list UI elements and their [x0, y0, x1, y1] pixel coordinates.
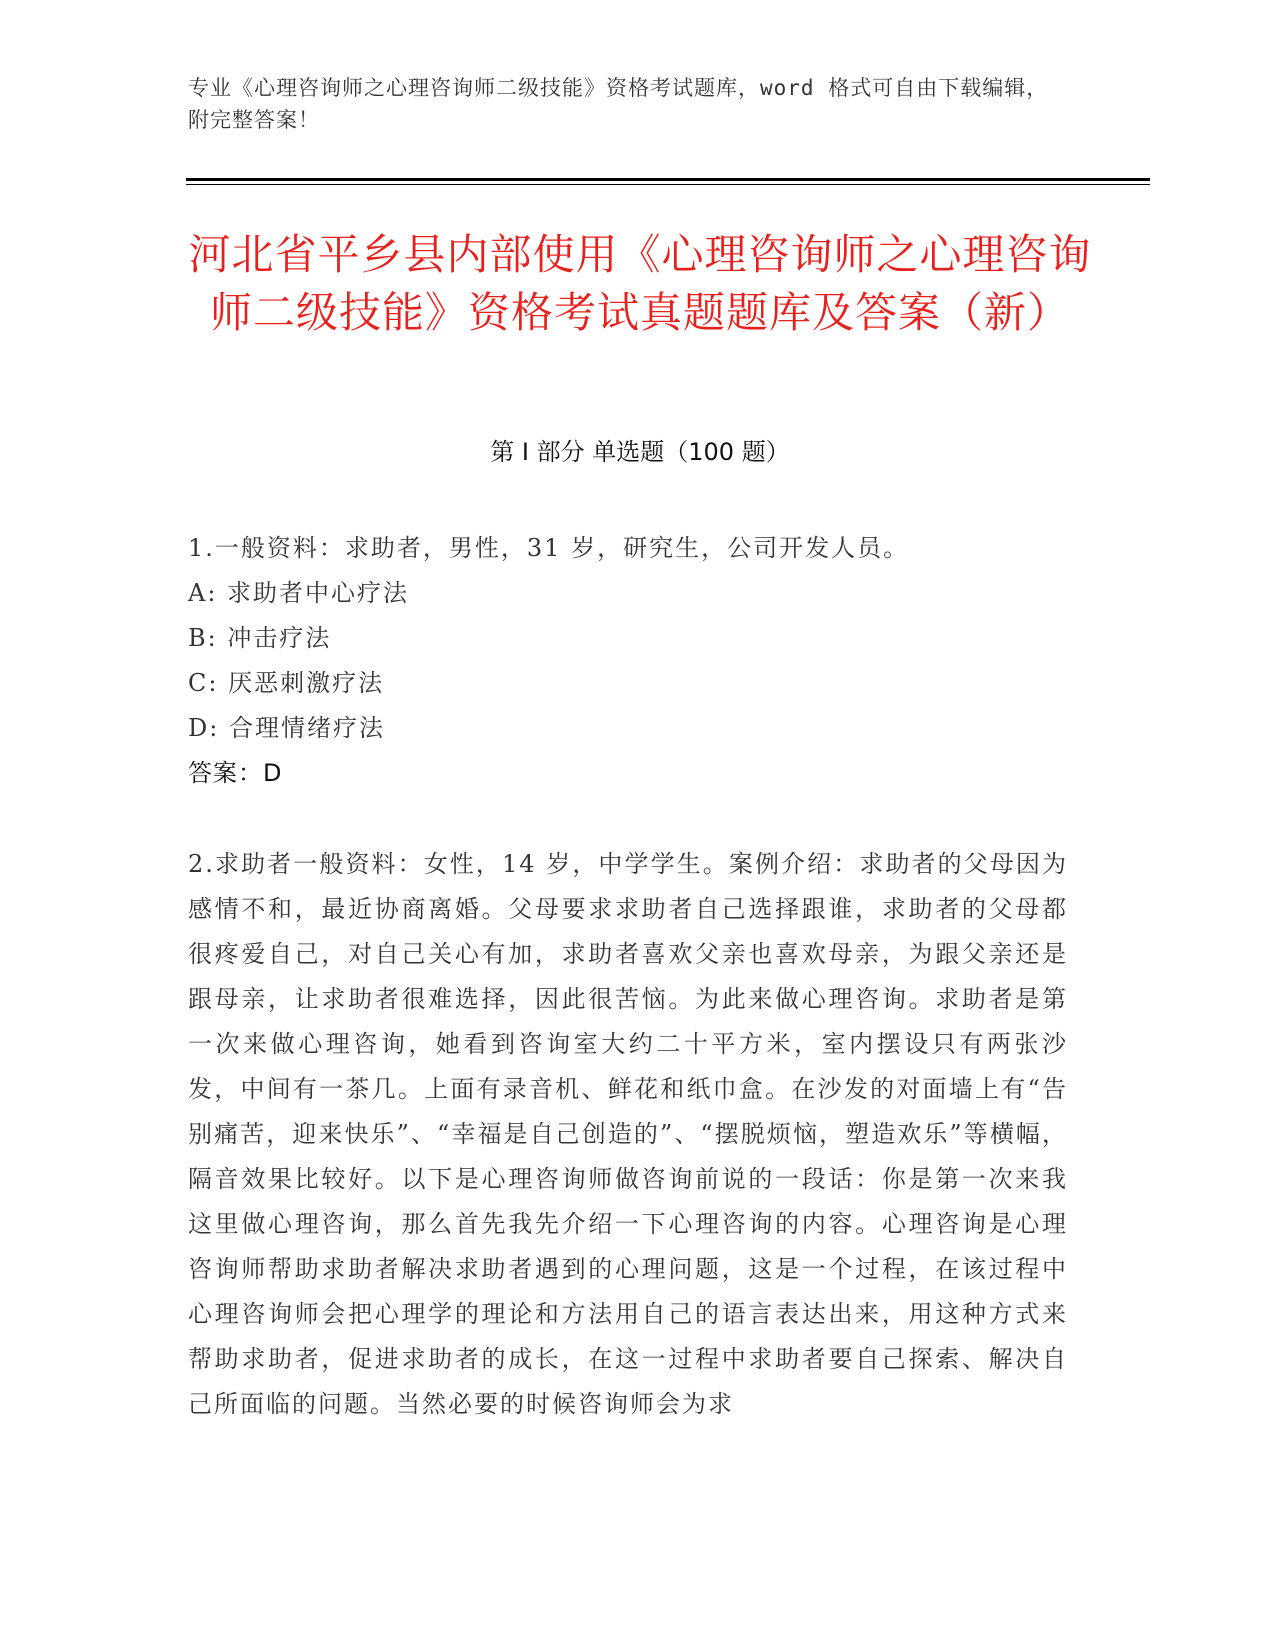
- option-a: A: 求助者中心疗法: [188, 579, 410, 607]
- question-1: [188, 526, 1068, 796]
- question-2: [188, 842, 1068, 1427]
- section-heading: 第 I 部分 单选题（100 题）: [490, 438, 790, 466]
- document-title: 河北省平乡县内部使用《心理咨询师之心理咨询师二级技能》资格考试真题题库及答案（新）: [188, 230, 1092, 337]
- header-rule-thin: [186, 184, 1150, 185]
- option-b: B: 冲击疗法: [188, 624, 332, 652]
- question-stem: 1.一般资料：求助者，男性，31 岁，研究生，公司开发人员。: [188, 534, 910, 562]
- option-d: D: 合理情绪疗法: [188, 714, 385, 742]
- question-stem: 2.求助者一般资料：女性，14 岁，中学学生。案例介绍：求助者的父母因为感情不和，最近协商离婚。父母要求求助者自己选择跟谁，求助者的父母都很疼爱自己，对自己关心有加，求助者喜欢父亲也喜欢母亲，为跟父亲还是跟母亲，让求助者很难选择，因此很苦恼。为此来做心理咨询。求助者是第一次来做心理咨询，她看到咨询室大约二十平方米，室内摆设只有两张沙发，中间有一茶几。上面有录音机、鲜花和纸巾盒。在沙发的对面墙上有“告别痛苦，迎来快乐”、“幸福是自己创造的”、“摆脱烦恼，塑造欢乐”等横幅，隔音效果比较好。以下是心理咨询师做咨询前说的一段话：你是第一次来我这里做心理咨询，那么首先我先介绍一下心理咨询的内容。心理咨询是心理咨询师帮助求助者解决求助者遇到的心理问题，这是一个过程，在该过程中心理咨询师会把心理学的理论和方法用自己的语言表达出来，用这种方式来帮助求助者，促进求助者的成长，在这一过程中求助者要自己探索、解决自己所面临的问题。当然必要的时候咨询师会为求: [188, 850, 1068, 1418]
- answer-line: 答案：D: [188, 759, 283, 787]
- option-c: C: 厌恶刺激疗法: [188, 669, 385, 697]
- header-rule-thick: [186, 178, 1150, 181]
- header-note: 专业《心理咨询师之心理咨询师二级技能》资格考试题库，word 格式可自由下载编辑，附完整答案！: [188, 76, 1049, 132]
